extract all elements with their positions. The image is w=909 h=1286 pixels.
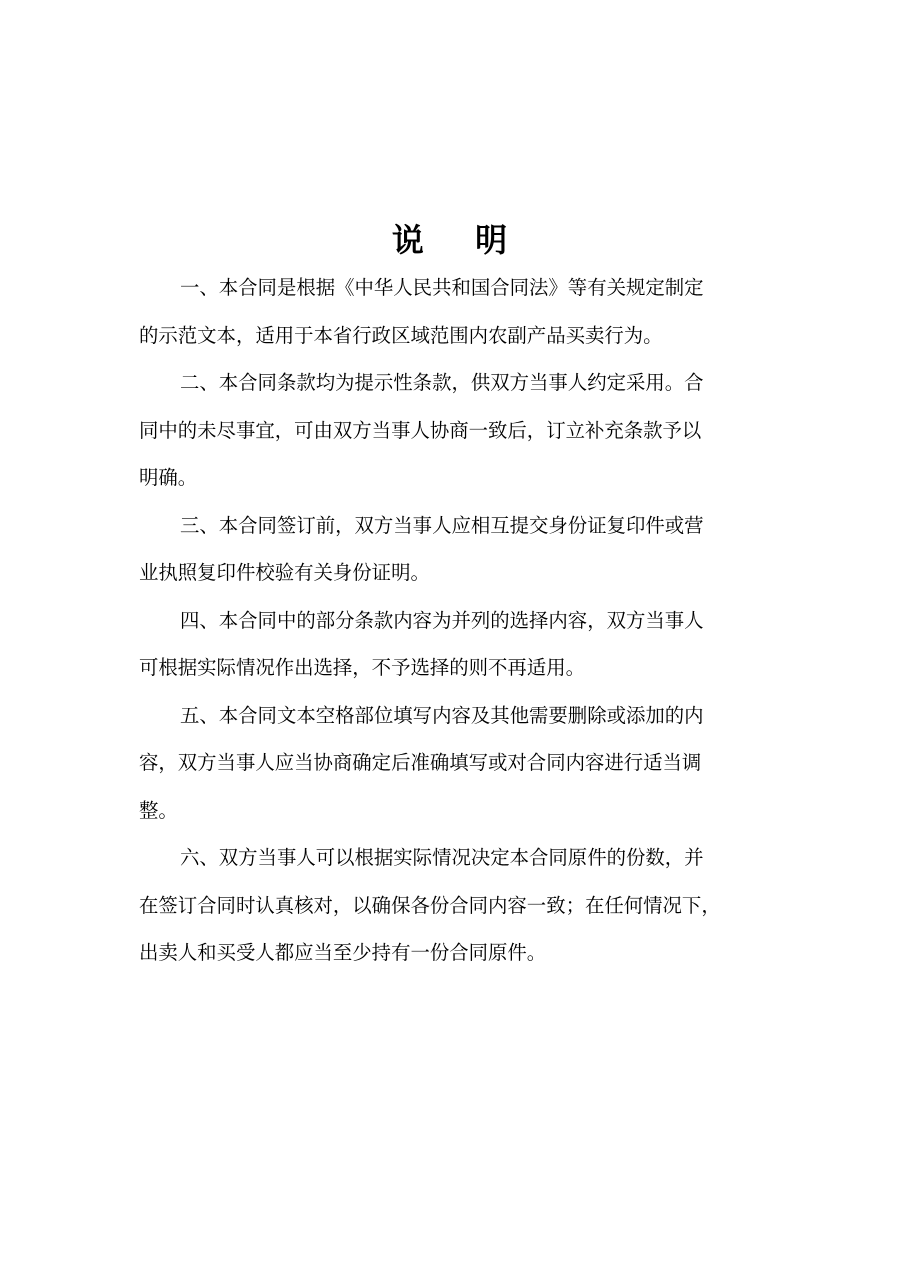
paragraph-3-line-1: 三、本合同签订前，双方当事人应相互提交身份证复印件或营 [180,513,704,537]
paragraph-1-line-2: 的示范文本，适用于本省行政区域范围内农副产品买卖行为。 [139,323,663,347]
paragraph-2-line-1: 二、本合同条款均为提示性条款，供双方当事人约定采用。合 [180,371,704,394]
paragraph-2-line-2: 同中的未尽事宜，可由双方当事人协商一致后，订立补充条款予以 [139,418,702,442]
paragraph-4-line-1: 四、本合同中的部分条款内容为并列的选择内容，双方当事人 [180,608,704,632]
paragraph-1-line-1: 一、本合同是根据《中华人民共和国合同法》等有关规定制定 [180,276,704,299]
paragraph-5-line-1: 五、本合同文本空格部位填写内容及其他需要删除或添加的内 [180,703,704,727]
paragraph-4-line-2: 可根据实际情况作出选择，不予选择的则不再适用。 [139,656,585,679]
paragraph-6-line-3: 出卖人和买受人都应当至少持有一份合同原件。 [139,941,547,964]
paragraph-6-line-2: 在签订合同时认真核对，以确保各份合同内容一致；在任何情况下， [139,893,721,917]
paragraph-5-line-2: 容，双方当事人应当协商确定后准确填写或对合同内容进行适当调 [139,751,702,774]
paragraph-6-line-1: 六、双方当事人可以根据实际情况决定本合同原件的份数，并 [180,846,704,869]
paragraph-5-line-3: 整。 [139,798,178,822]
document-title: 说 明 [391,221,528,259]
paragraph-3-line-2: 业执照复印件校验有关身份证明。 [139,561,430,584]
paragraph-2-line-3: 明确。 [139,466,198,489]
document-body [139,264,779,977]
